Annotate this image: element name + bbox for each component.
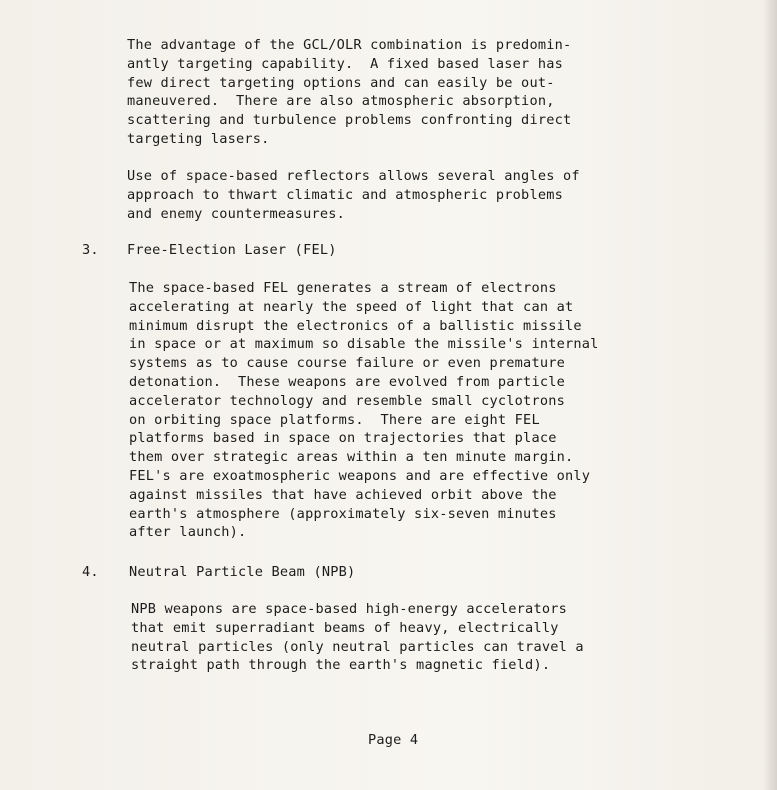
section-4-number: 4. (82, 564, 99, 580)
section-3-body: The space-based FEL generates a stream of electrons accelerating at nearly the speed of light that can at minimum disrupt the electronics of a ballistic missile in space or at maximum so disable the missile's internal systems as to cause course failure or even premature detonation. These weapons are evolved from particle accelerator technology and resemble small cyclotrons on orbiting space platforms. There are eight FEL platforms based in space on trajectories that place them over strategic areas within a ten minute margin. FEL's are exoatmospheric weapons and are effective only against missiles that have achieved orbit above the earth's atmosphere (approximately six-seven minutes after launch). (129, 280, 599, 541)
section-3-number: 3. (82, 242, 99, 258)
section-3-heading: Free-Election Laser (FEL) (127, 242, 337, 258)
section-4-heading: Neutral Particle Beam (NPB) (129, 564, 356, 580)
page-edge-shadow (763, 0, 777, 790)
paragraph-gcl-olr-advantage: The advantage of the GCL/OLR combination is predomin- antly targeting capability. A fixed based laser has few direct targeting options and can easily be out- maneuvered. There are also atmospheric absorption, scattering and turbulence problems confronting direct targeting lasers. (127, 37, 572, 147)
page-number: Page 4 (368, 732, 419, 748)
paragraph-space-reflectors: Use of space-based reflectors allows several angles of approach to thwart climatic and atmospheric problems and enemy countermeasures. (127, 168, 580, 222)
section-4-body: NPB weapons are space-based high-energy accelerators that emit superradiant beams of heavy, electrically neutral particles (only neutral particles can travel a straight path through the earth's magnetic field). (131, 601, 584, 674)
